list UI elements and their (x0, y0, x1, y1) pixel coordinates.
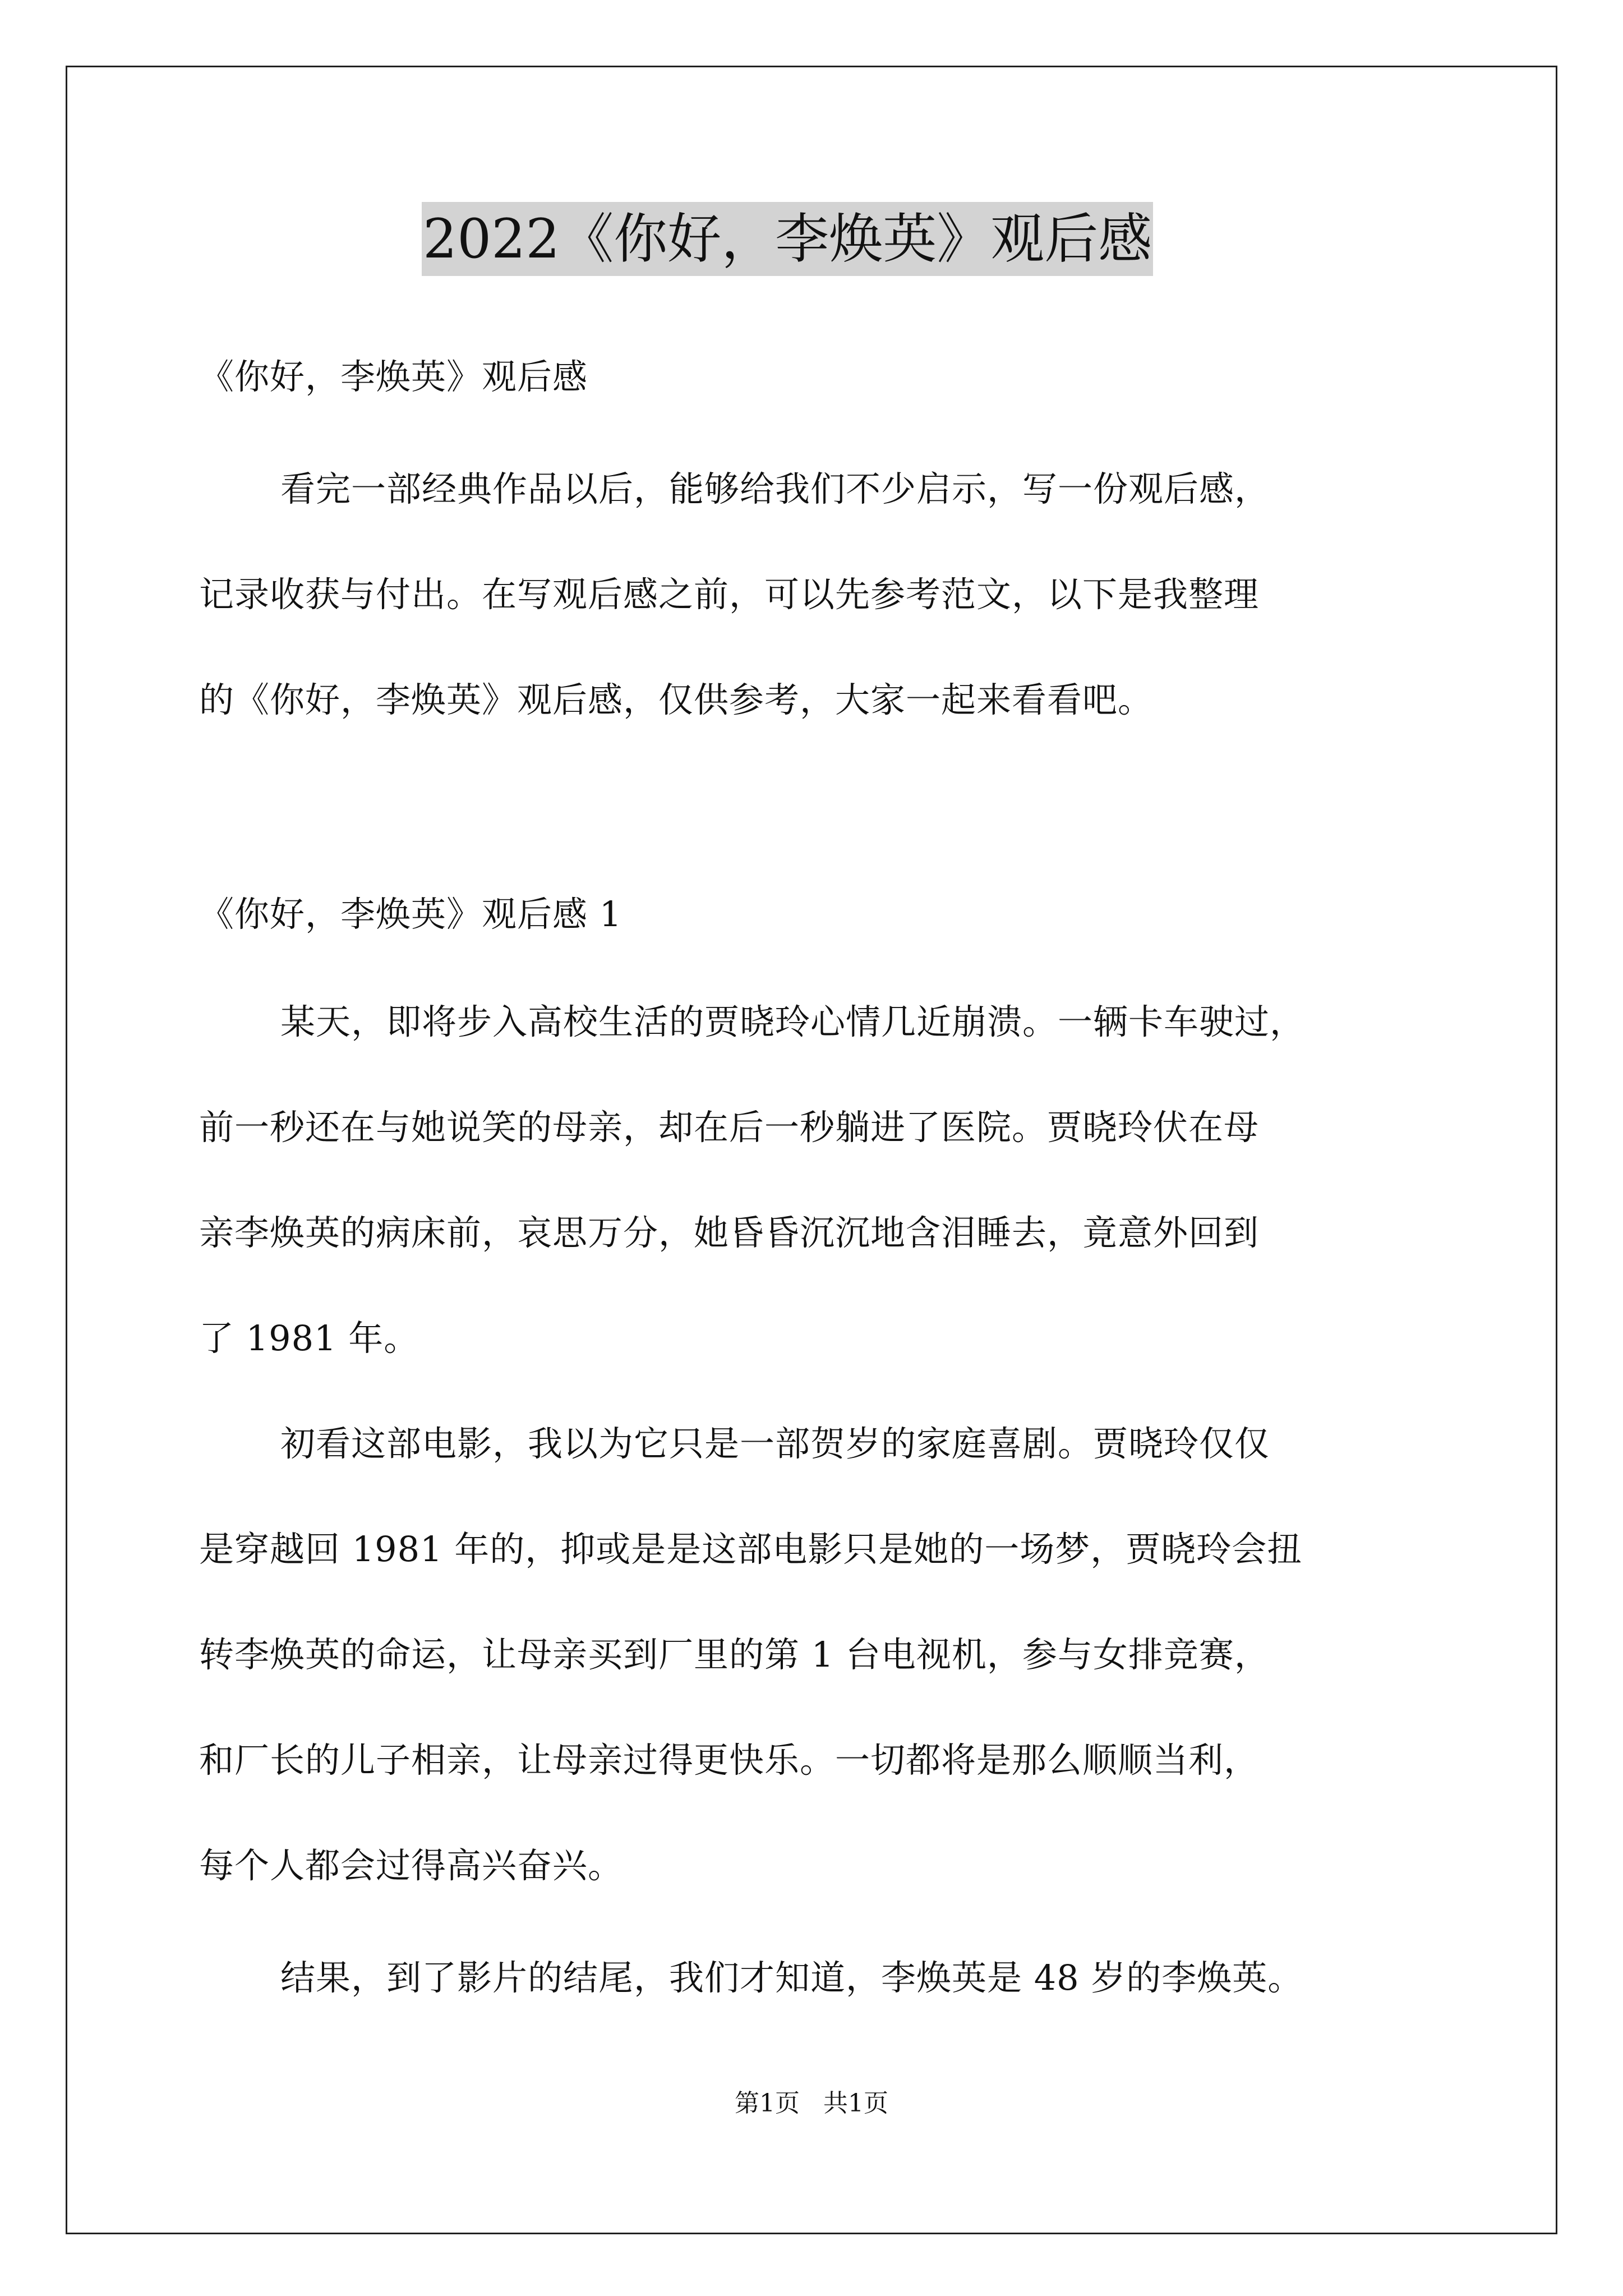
intro-line-2: 记录收获与付出。在写观后感之前，可以先参考范文，以下是我整理 (199, 574, 1260, 615)
para2-line-1: 初看这部电影，我以为它只是一部贺岁的家庭喜剧。贾晓玲仅仅 (280, 1423, 1270, 1464)
para2-line-3: 转李焕英的命运，让母亲买到厂里的第 1 台电视机，参与女排竞赛， (199, 1634, 1270, 1675)
para2-line-4: 和厂长的儿子相亲，让母亲过得更快乐。一切都将是那么顺顺当利， (199, 1740, 1260, 1780)
para2-line-2: 是穿越回 1981 年的，抑或是是这部电影只是她的一场梦，贾晓玲会扭 (199, 1529, 1303, 1570)
intro-line-1: 看完一部经典作品以后，能够给我们不少启示，写一份观后感， (280, 468, 1270, 509)
para3-line-1: 结果，到了影片的结尾，我们才知道，李焕英是 48 岁的李焕英。 (280, 1957, 1303, 1998)
para1-line-3: 亲李焕英的病床前，哀思万分，她昏昏沉沉地含泪睡去，竟意外回到 (199, 1212, 1260, 1253)
para1-line-4: 了 1981 年。 (199, 1318, 419, 1359)
page-footer: 第1页 共1页 (735, 2089, 888, 2118)
document-title: 2022《你好，李焕英》观后感 (422, 202, 1153, 276)
document-subtitle: 《你好，李焕英》观后感 (199, 356, 588, 397)
para1-line-2: 前一秒还在与她说笑的母亲，却在后一秒躺进了医院。贾晓玲伏在母 (199, 1107, 1260, 1148)
intro-line-3: 的《你好，李焕英》观后感，仅供参考，大家一起来看看吧。 (199, 679, 1154, 720)
para2-line-5: 每个人都会过得高兴奋兴。 (199, 1845, 624, 1886)
section-heading: 《你好，李焕英》观后感 1 (199, 894, 623, 935)
para1-line-1: 某天，即将步入高校生活的贾晓玲心情几近崩溃。一辆卡车驶过， (280, 1001, 1306, 1042)
